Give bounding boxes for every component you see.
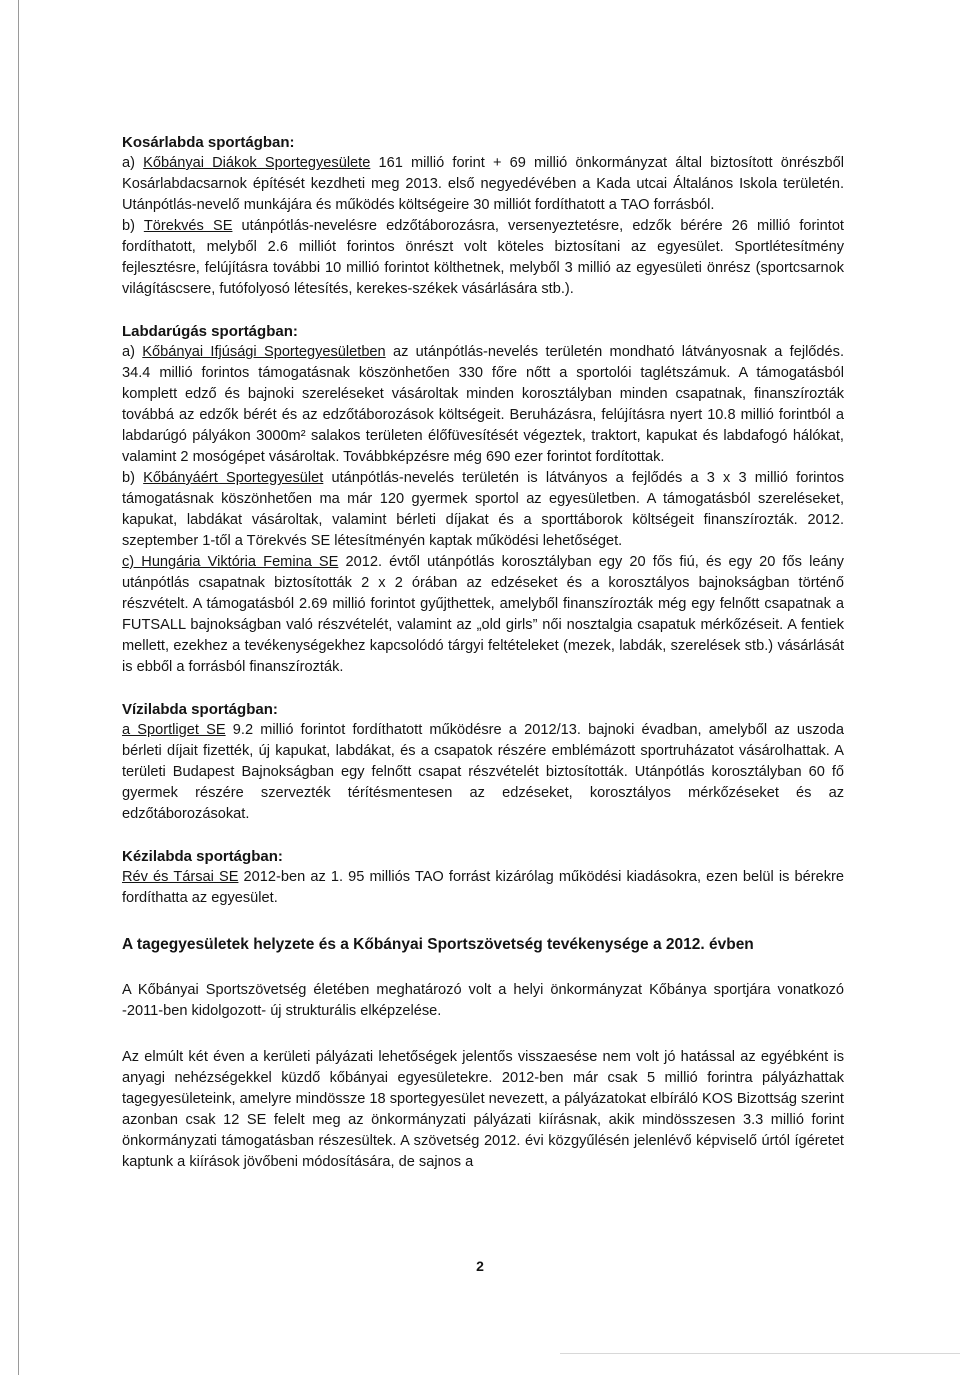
basketball-paragraph-a — [122, 153, 844, 216]
document-page — [122, 133, 844, 1173]
spacer — [122, 300, 844, 322]
waterpolo-club: a Sportliget SE — [122, 722, 226, 738]
waterpolo-text: 9.2 millió forintot fordíthatott működésre a 2012/13. bajnoki évadban, amelyből az uszoda bérleti díjait fizették, új kapukat, labdákat, és a csapatok részére emblémázott sportruházatot vásárolhattak. A területi Budapest Bajnokságban egy felnőtt csapat részvételét biztosították. Utánpótlás korosztályban 60 fő gyermek részére szervezték térítésmentesen az edzéseket, korosztályos mérkőzéseket és az edzőtáborozásokat. — [122, 722, 844, 822]
football-paragraph-c — [122, 552, 844, 678]
scan-margin-line — [18, 0, 19, 1375]
handball-club: Rév és Társai SE — [122, 869, 239, 885]
basketball-b-prefix: b) — [122, 218, 144, 234]
basketball-paragraph-b — [122, 216, 844, 300]
waterpolo-heading: Vízilabda sportágban: — [122, 701, 278, 718]
basketball-b-text: utánpótlás-nevelésre edzőtáborozásra, versenyeztetésre, edzők bérére 26 millió forintot fordíthatott, melyből 2.6 milliót forintos önrészt volt köteles biztosítani az egyesület. Sportlétesítmény fejlesztésre, felújításra további 10 millió forintot költhetnek, melyből 3 millió az egyesületi önrész (sportcsarnok világításcsere, futófolyosó létesítés, kerekes-székek vásárlására stb.). — [122, 218, 844, 297]
basketball-b-club: Törekvés SE — [143, 218, 233, 234]
football-a-text: az utánpótlás-nevelés területén mondható látványosnak a fejlődés. 34.4 millió forintos támogatásnak köszönhetően 330 főre nőtt a sportolói taglétszámuk. A támogatásból komplett edző és bajnoki szereléseket vásároltak minden korosztályban minden csapatnak, finanszírozták továbbá az edzők bérét és az edzőtáborozások költségeit. Beruházásra, felújításra nyert 10.8 millió forintból a labdarúgó pályákon 3000m² salakos területen élőfüvesítését végeztek, traktort, kapukat és labdafogó hálókat, valamint 2 mosógépet vásároltak. Továbbképzésre még 690 ezer forintot fordítottak. — [122, 344, 845, 465]
football-paragraph-b — [122, 468, 844, 552]
football-c-text: 2012. évtől utánpótlás korosztályban egy 20 fős fiú, és egy 20 fős leány utánpótlás csapatnak biztosították 2 x 2 órában az edzéseket és a korosztályos bajnokságban történő részvételt. A támogatásból 2.69 millió forintot gyűjthettek, amelyből finanszírozták még egy felnőtt csapatnak a FUTSALL bajnokságban való részvételét, valamint az „old girls” női nosztalgia csapatuk mérkőzéseit. A fentiek mellett, ezekhez a tevékenységekhez kapcsolódó tárgyi feltételeket (mezek, labdák, szerelések stb.) vásárlását is ebből a forrásból finanszírozták. — [122, 554, 844, 675]
basketball-section — [122, 133, 844, 300]
football-paragraph-a — [122, 342, 844, 468]
handball-text: 2012-ben az 1. 95 milliós TAO forrást kizárólag működési kiadásokra, ezen belül is bérekre fordíthatta az egyesület. — [122, 869, 845, 906]
football-b-text: utánpótlás-nevelés területén is látványos a fejlődés a 3 x 3 millió forintos támogatásnak köszönhetően ma már 120 gyermek sportol az egyesületben. A támogatásból szereléseket, kapukat, labdákat vásároltak, valamint bérleti díjakat és a sporttáborok költségeit finanszírozták. 2012. szeptember 1-től a Törekvés SE létesítményén kaptak működési lehetőséget. — [122, 470, 845, 549]
section-paragraph-2: Az elmúlt két éven a kerületi pályázati lehetőségek jelentős visszaesése nem volt jó hatással az egyébként is anyagi nehézségekkel küzdő kőbányai egyesületekre. 2012-ben már csak 5 millió forintra pályázhattak tagegyesületeink, amelyre mindössze 18 sportegyesület nevezett, a pályázatokat elbíráló KOS Bizottság szerint azonban csak 12 SE felelt meg az önkormányzati pályázati kiírásnak, akik mindösszesen 3.3 millió forint önkormányzati támogatásban részesültek. A szövetség 2012. évi közgyűlésén jelenlévő képviselő úrtól ígéretet kaptunk a kiírások jövőbeni módosítására, de sajnos a — [122, 1049, 844, 1170]
basketball-heading: Kosárlabda sportágban: — [122, 134, 295, 151]
handball-heading: Kézilabda sportágban: — [122, 848, 283, 865]
football-a-prefix: a) — [122, 344, 143, 360]
section-title: A tagegyesületek helyzete és a Kőbányai Sportszövetség tevékenysége a 2012. évben — [122, 936, 754, 953]
spacer — [122, 955, 844, 980]
basketball-a-text: 161 millió forint + 69 millió önkormányzat által biztosított önrészből Kosárlabdacsarnok építését kezdheti meg 2013. első negyedévében a Kada utcai Általános Iskola területén. Utánpótlás-nevelő munkájára és működés költségeire 30 milliót fordíthatott a TAO forrásból. — [122, 155, 845, 213]
football-a-club: Kőbányai Ifjúsági Sportegyesületben — [142, 344, 386, 360]
handball-section — [122, 847, 844, 909]
spacer — [122, 1022, 844, 1047]
handball-paragraph — [122, 867, 844, 909]
football-section — [122, 322, 844, 678]
basketball-a-prefix: a) — [122, 155, 144, 171]
basketball-a-club: Kőbányai Diákok Sportegyesülete — [143, 155, 371, 171]
football-b-club: Kőbányáért Sportegyesület — [143, 470, 324, 486]
waterpolo-section — [122, 700, 844, 825]
football-c-club: c) Hungária Viktória Femina SE — [122, 554, 339, 570]
waterpolo-paragraph — [122, 720, 844, 825]
spacer — [122, 909, 844, 934]
spacer — [122, 678, 844, 700]
section-paragraph-1: A Kőbányai Sportszövetség életében meghatározó volt a helyi önkormányzat Kőbánya sportjára vonatkozó -2011-ben kidolgozott- új strukturális elképzelése. — [122, 982, 844, 1019]
football-b-prefix: b) — [122, 470, 144, 486]
page-number: 2 — [476, 1258, 484, 1274]
spacer — [122, 825, 844, 847]
scan-artifact-line — [560, 1353, 960, 1354]
football-heading: Labdarúgás sportágban: — [122, 323, 298, 340]
